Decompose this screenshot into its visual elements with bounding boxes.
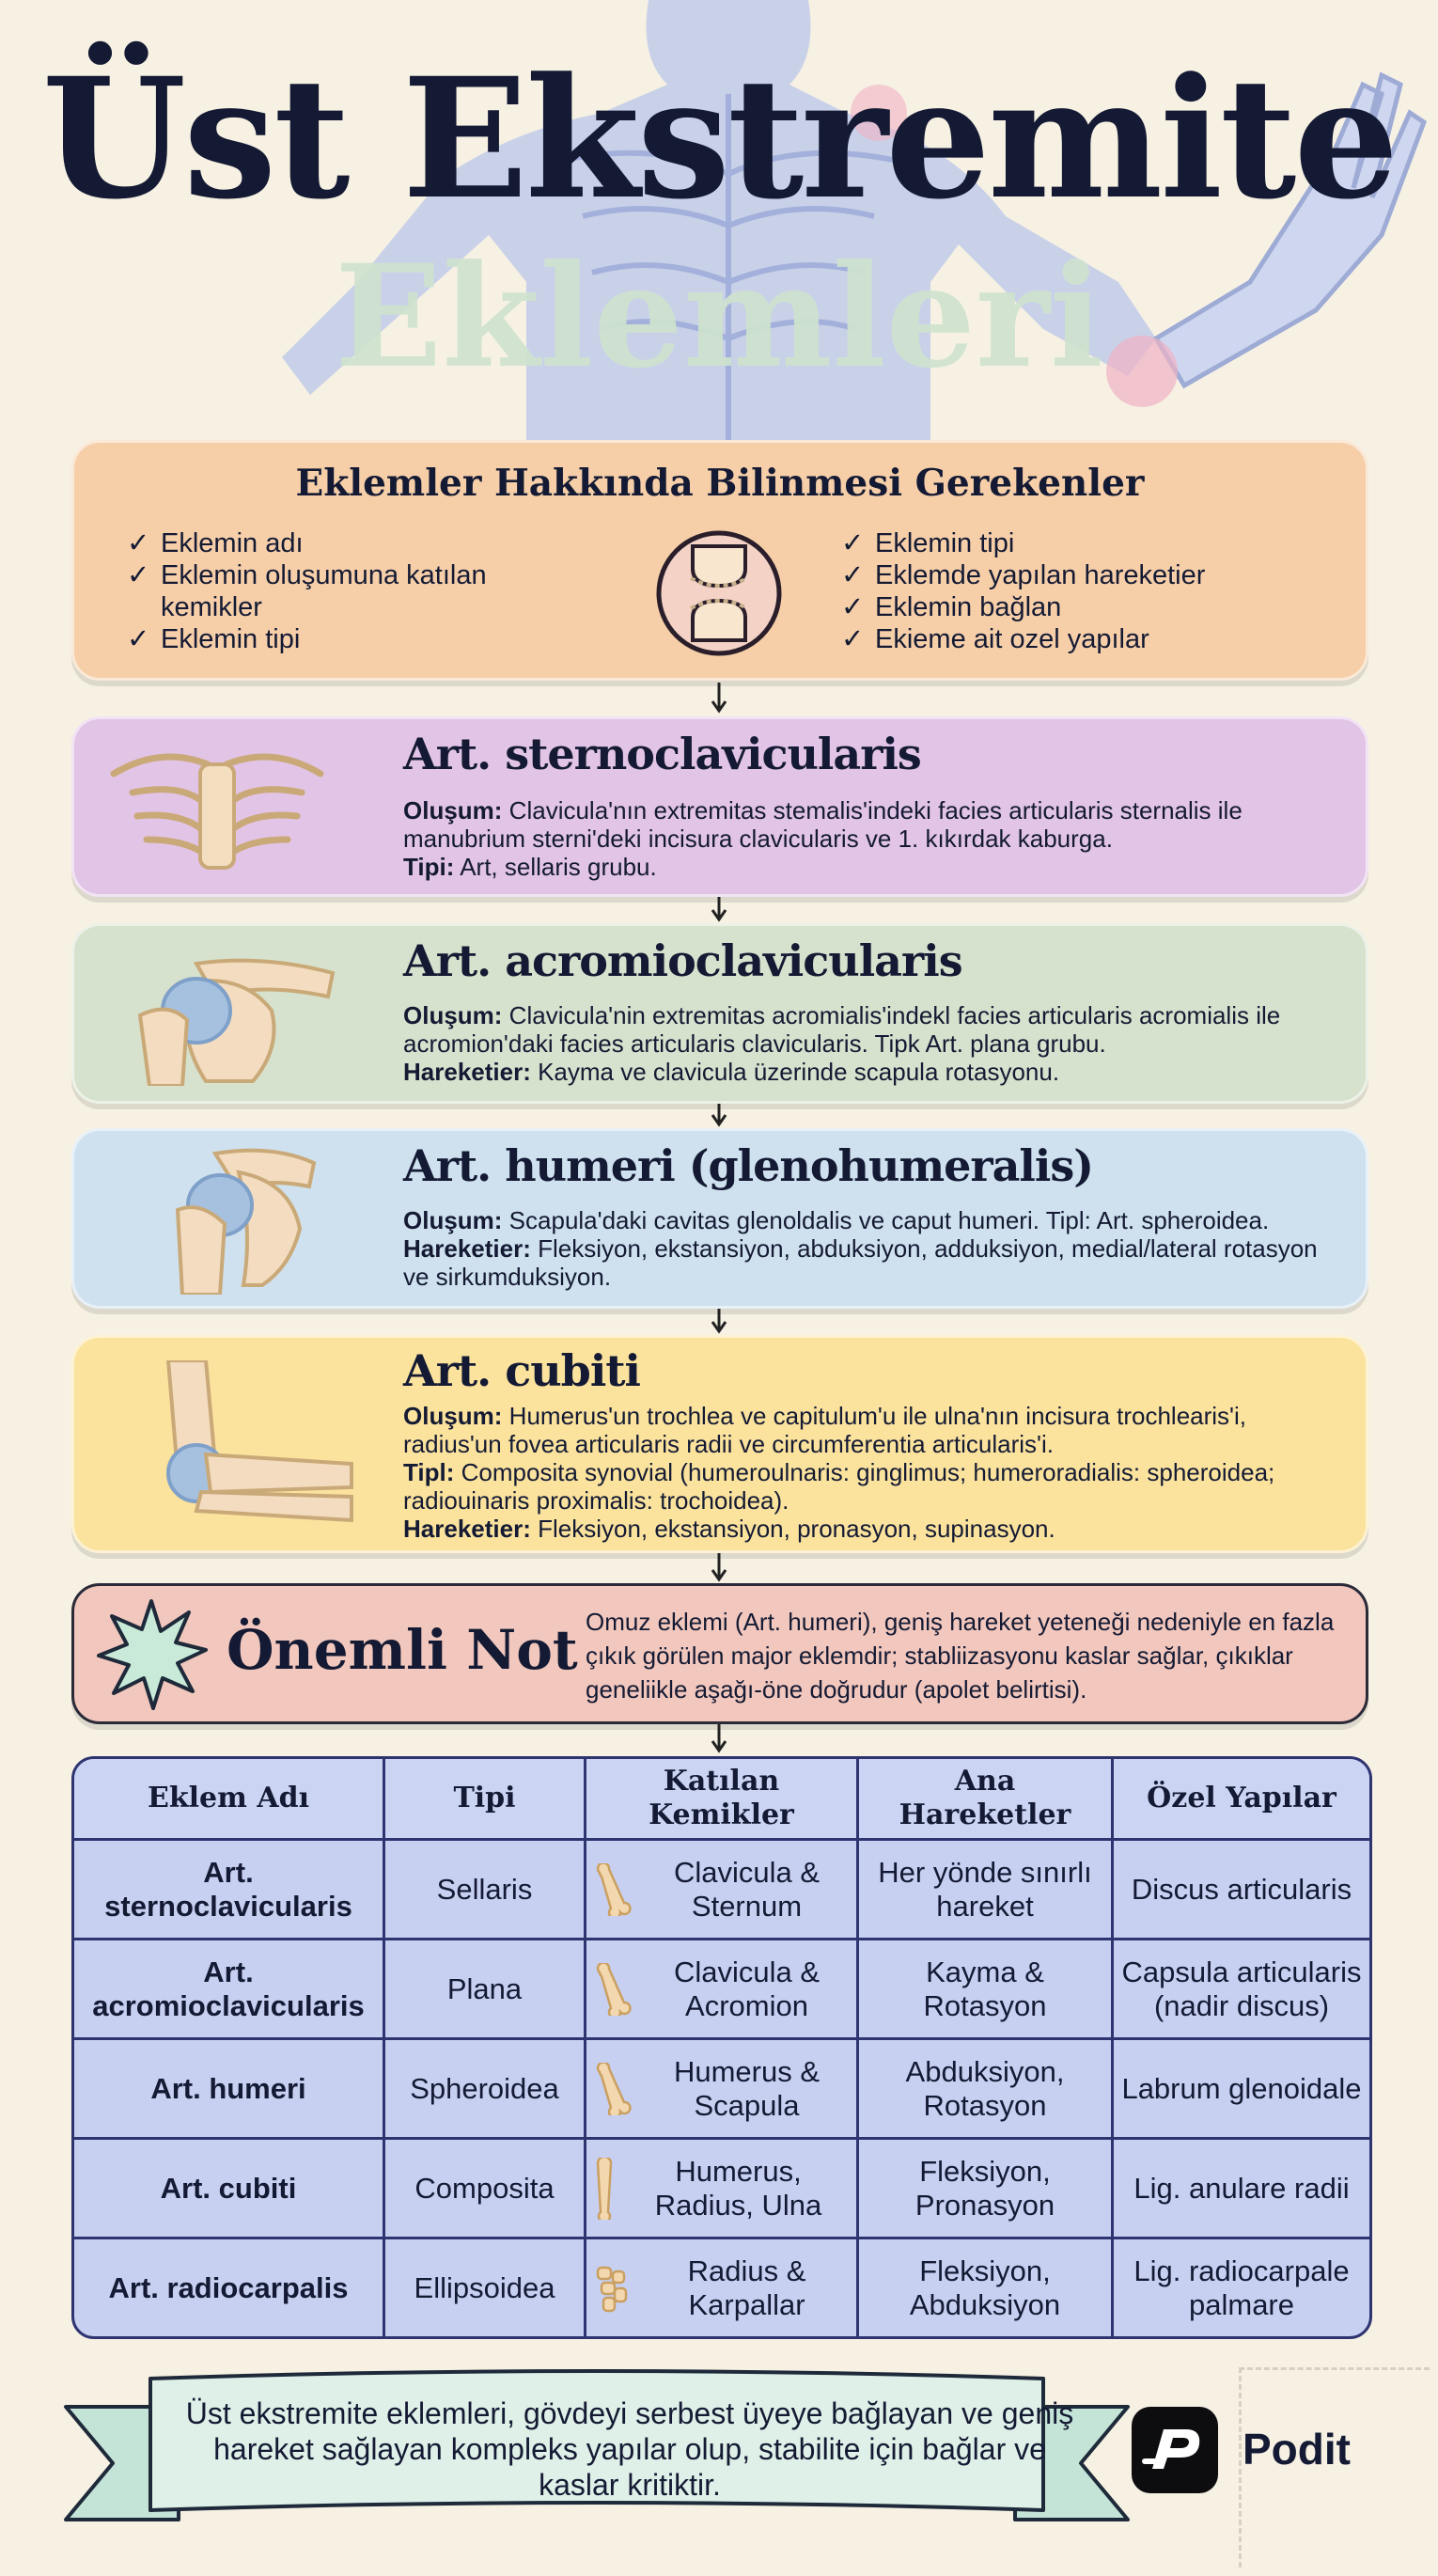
joint-description: Oluşum: Clavicula'nin extremitas acromialis'indekl facies articularis acromialis ile acromion'daki facies articularis clavicularis. Tipk Art. plana grubu. Hareketier: Kayma ve clavicula üzerinde scapula rotasyonu. xyxy=(403,1001,1281,1086)
glenohumeral-icon xyxy=(149,1144,337,1295)
joint-name-cell: Art. humeri xyxy=(74,2040,385,2140)
movements-cell: Abduksiyon, Rotasyon xyxy=(859,2040,1114,2140)
table-row xyxy=(74,1841,1369,1940)
summary-table xyxy=(71,1756,1372,2339)
joint-card-humeri xyxy=(71,1128,1368,1309)
overview-right-list xyxy=(841,527,1349,655)
structures-cell: Labrum glenoidale xyxy=(1114,2040,1369,2140)
table-row xyxy=(74,2239,1369,2336)
joint-name-cell: Art. radiocarpalis xyxy=(74,2239,385,2336)
joint-name-cell: Art. sternoclavicularis xyxy=(74,1841,385,1940)
check-icon: ✓ xyxy=(841,624,865,654)
column-header: Özel Yapılar xyxy=(1114,1759,1369,1841)
check-icon: ✓ xyxy=(841,528,865,558)
note-text: Omuz eklemi (Art. humeri), geniş hareket yeteneği nedeniyle en fazla çıkık görülen major eklemdir; stabliizasyonu kaslar sağlar, çıkıklar geneliikle aşağı-öne doğrudur (apolet belirtisi). xyxy=(586,1608,1335,1704)
joint-description: Oluşum: Clavicula'nın extremitas stemalis'indeki facies articularis sternalis ile manubrium sterni'deki incisura clavicularis ve 1. kıkırdak kaburga. Tipi: Art, sellaris grubu. xyxy=(403,796,1243,881)
starburst-icon xyxy=(95,1597,208,1710)
check-icon: ✓ xyxy=(127,624,150,654)
structures-cell: Lig. anulare radii xyxy=(1114,2140,1369,2239)
joint-title: Art. humeri (glenohumeralis) xyxy=(403,1140,1094,1191)
table-row xyxy=(74,1940,1369,2040)
check-item: ✓ Eklemin tipi xyxy=(841,528,1015,558)
bones-cell: Humerus, Radius, Ulna xyxy=(586,2140,859,2239)
arrow-down-icon xyxy=(710,683,728,715)
bone-icon xyxy=(592,1863,633,1916)
check-icon: ✓ xyxy=(127,560,150,590)
structures-cell: Discus articularis xyxy=(1114,1841,1369,1940)
joint-name-cell: Art. acromioclavicularis xyxy=(74,1940,385,2040)
movements-cell: Fleksiyon, Abduksiyon xyxy=(859,2239,1114,2336)
bones-cell: Clavicula & Sternum xyxy=(586,1841,859,1940)
footer-text: Üst ekstremite eklemleri, gövdeyi serbest üyeye bağlayan ve geniş hareket sağlayan kompleks yapılar olup, stabilite için bağlar ve kaslar kritiktir. xyxy=(185,2396,1074,2502)
check-item: ✓ Eklemin bağlan xyxy=(841,592,1062,622)
arrow-down-icon xyxy=(710,897,728,923)
long-bone-icon xyxy=(592,2158,617,2220)
check-item: ✓ Ekieme ait ozel yapılar xyxy=(841,624,1149,654)
movements-cell: Kayma & Rotasyon xyxy=(859,1940,1114,2040)
overview-left-list xyxy=(127,527,540,655)
bones-cell: Humerus & Scapula xyxy=(586,2040,859,2140)
structures-cell: Lig. radiocarpale palmare xyxy=(1133,2254,1350,2321)
type-cell: Plana xyxy=(385,1940,586,2040)
type-cell: Ellipsoidea xyxy=(385,2239,586,2336)
important-note-card xyxy=(71,1583,1368,1724)
arrow-down-icon xyxy=(710,1553,728,1583)
bone-icon xyxy=(592,2063,633,2115)
check-item: ✓ Eklemin tipi xyxy=(127,624,301,654)
wrist-bones-icon xyxy=(592,2262,633,2315)
page-subtitle: Eklemleri xyxy=(335,234,1103,400)
shoulder-icon xyxy=(131,945,337,1086)
page-title: Üst Ekstremite xyxy=(41,41,1397,236)
check-item: ✓ Eklemde yapılan hareketier xyxy=(841,560,1206,590)
structures-cell: Capsula articularis (nadir discus) xyxy=(1114,1940,1369,2040)
joint-name-cell: Art. cubiti xyxy=(74,2140,385,2239)
overview-heading: Eklemler Hakkında Bilinmesi Gerekenler xyxy=(295,462,1145,505)
type-cell: Sellaris xyxy=(385,1841,586,1940)
joint-title: Art. acromioclavicularis xyxy=(403,935,962,986)
column-header: Katılan Kemikler xyxy=(586,1759,859,1841)
check-icon: ✓ xyxy=(841,560,865,590)
column-header: Ana Hareketler xyxy=(859,1759,1114,1841)
check-icon: ✓ xyxy=(841,592,865,622)
joint-title: Art. cubiti xyxy=(403,1345,641,1396)
joint-card-cubiti xyxy=(71,1335,1368,1553)
type-cell: Spheroidea xyxy=(385,2040,586,2140)
elbow-icon xyxy=(140,1360,356,1539)
check-icon: ✓ xyxy=(127,528,150,558)
podit-logo-icon xyxy=(1132,2407,1218,2493)
sternum-clavicle-icon xyxy=(95,736,339,877)
check-item: ✓ Eklemin oluşumuna katılan kemikler xyxy=(127,560,487,622)
arrow-down-icon xyxy=(710,1309,728,1335)
type-cell: Composita xyxy=(385,2140,586,2239)
note-title: Önemli Not xyxy=(227,1618,578,1682)
movements-cell: Fleksiyon, Pronasyon xyxy=(859,2140,1114,2239)
overview-card xyxy=(71,440,1368,681)
bone-icon xyxy=(592,1963,633,2016)
arrow-down-icon xyxy=(710,1104,728,1128)
joint-description: Oluşum: Scapula'daki cavitas glenoldalis ve caput humeri. Tipl: Art. spheroidea. Hareketier: Fleksiyon, ekstansiyon, abduksiyon, adduksiyon, medial/lateral rotasyon ve sirkumduksiyon. xyxy=(403,1206,1318,1291)
movements-cell: Her yönde sınırlı hareket xyxy=(859,1841,1114,1940)
column-header: Tipi xyxy=(385,1759,586,1841)
bones-cell: Clavicula & Acromion xyxy=(586,1940,859,2040)
table-header-row xyxy=(74,1759,1369,1841)
bones-cell: Radius & Karpallar xyxy=(586,2239,859,2336)
joint-description: Oluşum: Humerus'un trochlea ve capitulum'u ile ulna'nın incisura trochlearis'i, radius'un fovea articularis radii ve circumferentia articularis'i. Tipl: Composita synovial (humeroulnaris: ginglimus; humeroradialis: spheroidea; radiouinaris proximalis: trochoidea). Hareketier: Fleksiyon, ekstansiyon, pronasyon, supinasyon. xyxy=(403,1402,1275,1543)
table-row xyxy=(74,2140,1369,2239)
joint-card-acromioclavicularis xyxy=(71,923,1368,1104)
arrow-down-icon xyxy=(710,1724,728,1754)
joint-icon xyxy=(653,527,785,659)
check-item: ✓ Eklemin adı xyxy=(127,528,304,558)
joint-card-sternoclavicularis xyxy=(71,716,1368,897)
brand-name: Podit xyxy=(1243,2425,1351,2474)
column-header: Eklem Adı xyxy=(74,1759,385,1841)
joint-title: Art. sternoclavicularis xyxy=(403,729,921,779)
table-row xyxy=(74,2040,1369,2140)
